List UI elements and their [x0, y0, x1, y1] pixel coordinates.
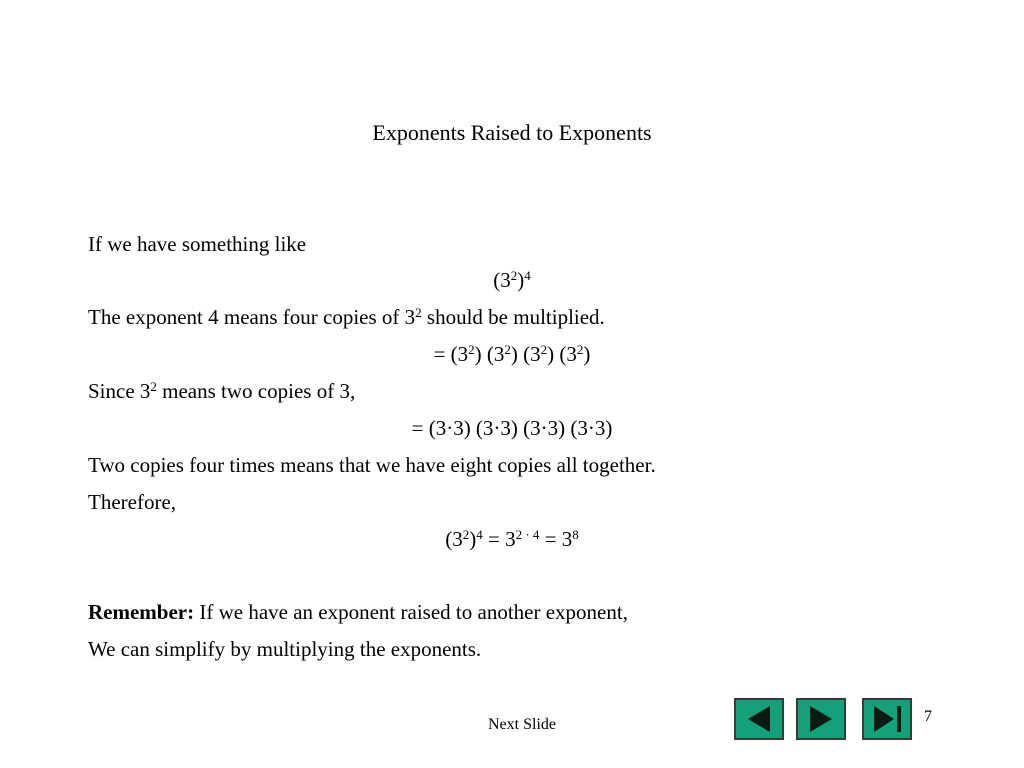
- next-icon: [798, 700, 844, 738]
- previous-slide-button[interactable]: [734, 698, 784, 740]
- last-slide-icon: [864, 700, 910, 738]
- copies-line: Two copies four times means that we have eight copies all together.: [88, 453, 656, 477]
- remember-line: Remember: If we have an exponent raised to another exponent,: [88, 600, 628, 624]
- expanded-expression: = $(3^2)$ $(3^2)$ $(3^2)$ $(3^2)$: [433, 342, 591, 366]
- intro-line: If we have something like: [88, 232, 307, 256]
- expression-power-of-power: $(3^2)^4$: [493, 268, 531, 292]
- therefore-line: Therefore,: [88, 490, 177, 514]
- result-expression: $(3^2)^4 = 3^{2 \cdot 4} = 3^8$: [445, 527, 579, 551]
- next-slide-button[interactable]: [796, 698, 846, 740]
- previous-icon: [736, 700, 782, 738]
- remember-label: Remember:: [88, 600, 195, 624]
- fully-expanded-expression: = (3·3) (3·3) (3·3) (3·3): [411, 416, 613, 440]
- explanation-line: The exponent 4 means four copies of $3^2$ should be multiplied.: [88, 305, 605, 329]
- last-slide-button[interactable]: [862, 698, 912, 740]
- page-number: 7: [924, 708, 932, 725]
- next-slide-link[interactable]: Next Slide: [488, 716, 556, 733]
- simplify-rule-line: We can simplify by multiplying the exponents.: [88, 637, 482, 661]
- since-line: Since $3^2$ means two copies of 3,: [88, 379, 356, 403]
- slide-title: Exponents Raised to Exponents: [372, 120, 652, 145]
